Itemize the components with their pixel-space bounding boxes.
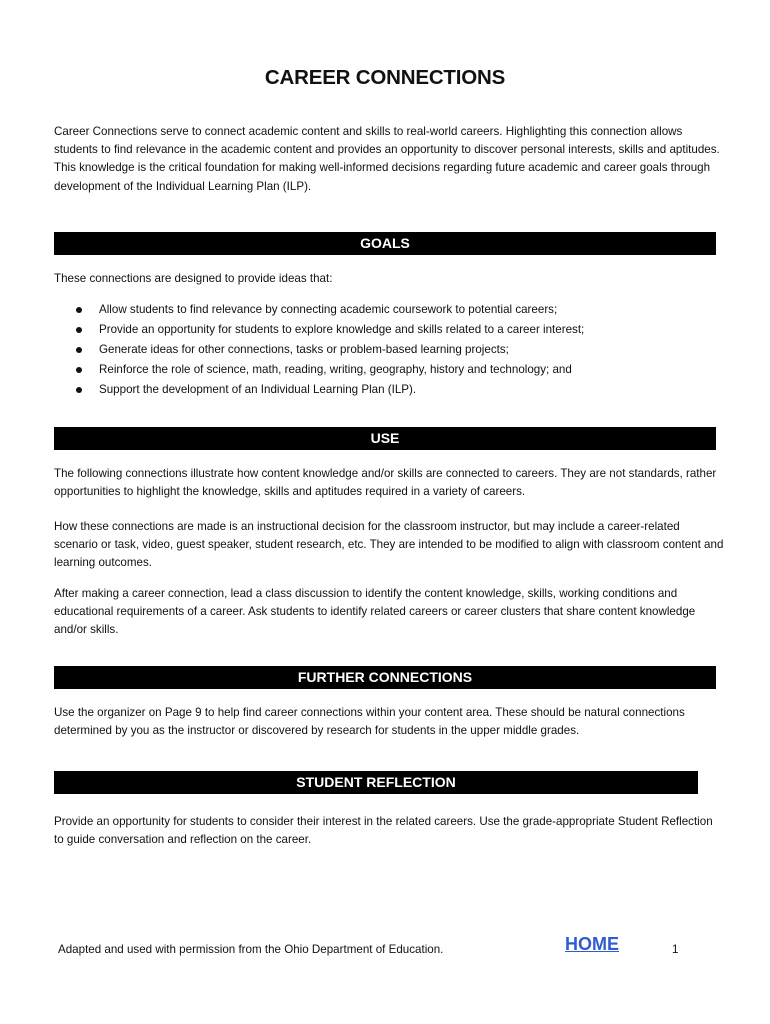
footer-attribution: Adapted and used with permission from the Ohio Department of Education. [58,943,444,956]
bullet-icon [76,367,82,373]
list-item [54,360,724,380]
intro-paragraph: Career Connections serve to connect academic content and skills to real-world careers. Highlighting this connection allows students to find relevance in the academic content and provides an opportunity to discover personal interests, skills and aptitudes. This knowledge is the critical foundation for making well-informed decisions regarding future academic and career goals through development of the Individual Learning Plan (ILP). [54,125,720,193]
list-item [54,300,724,320]
bullet-icon [76,307,82,313]
use-paragraph-3: After making a career connection, lead a class discussion to identify the content knowledge, skills, working conditions and educational requirements of a career. Ask students to identify related careers or career clusters that share content knowledge and/or skills. [54,587,696,637]
student-reflection-heading: STUDENT REFLECTION [54,771,698,794]
bullet-icon [76,347,82,353]
page-number: 1 [672,943,679,956]
list-item [54,340,724,360]
bullet-icon [76,387,82,393]
further-connections-heading: FURTHER CONNECTIONS [54,666,716,689]
list-item-text: Provide an opportunity for students to explore knowledge and skills related to a career interest; [99,323,585,336]
list-item [54,320,724,340]
goals-list [54,300,724,400]
further-connections-paragraph: Use the organizer on Page 9 to help find career connections within your content area. These should be natural connections determined by you as the instructor or discovered by research for students in the upper middle grades. [54,706,685,738]
use-heading: USE [54,427,716,450]
student-reflection-paragraph: Provide an opportunity for students to consider their interest in the related careers. Use the grade-appropriate Student Reflection to guide conversation and reflection on the career. [54,815,713,847]
list-item-text: Reinforce the role of science, math, reading, writing, geography, history and technology; and [99,363,572,376]
use-paragraph-2: How these connections are made is an instructional decision for the classroom instructor, but may include a career-related scenario or task, video, guest speaker, student research, etc. They are intended to be modified to align with classroom content and learning outcomes. [54,520,724,570]
list-item-text: Support the development of an Individual Learning Plan (ILP). [99,383,417,396]
bullet-icon [76,327,82,333]
list-item-text: Generate ideas for other connections, tasks or problem-based learning projects; [99,343,509,356]
list-item-text: Allow students to find relevance by connecting academic coursework to potential careers; [99,303,558,316]
page-title: CAREER CONNECTIONS [264,66,506,89]
home-link[interactable]: HOME [565,934,619,954]
list-item [54,380,724,400]
goals-heading: GOALS [54,232,716,255]
goals-lead: These connections are designed to provide ideas that: [54,272,333,285]
use-paragraph-1: The following connections illustrate how content knowledge and/or skills are connected to careers. They are not standards, rather opportunities to highlight the knowledge, skills and aptitudes required in a variety of careers. [54,467,717,499]
